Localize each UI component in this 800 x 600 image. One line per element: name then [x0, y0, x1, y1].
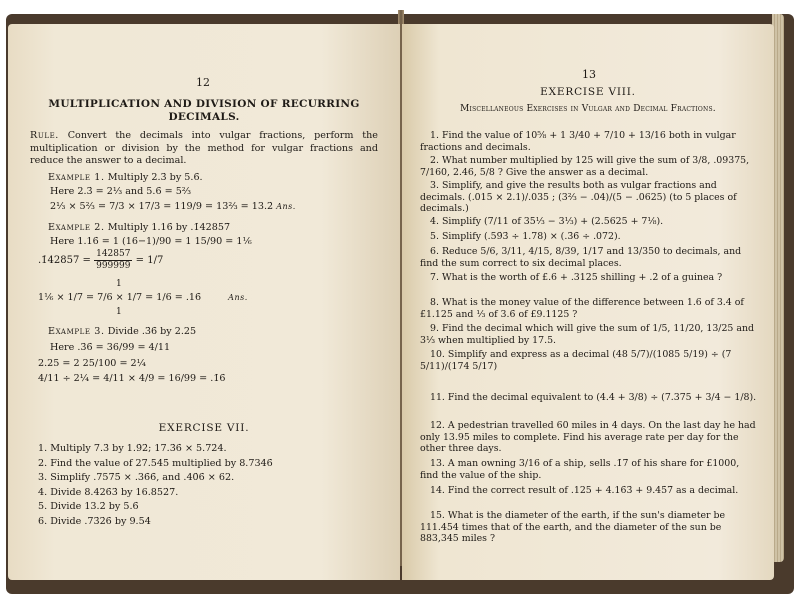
item-number: 11. [430, 392, 445, 403]
exercise8-item [420, 216, 758, 228]
item-number: 1. [430, 130, 439, 141]
item-text: Simplify and express as a decimal (48 5/7)/(1085 5/19) ÷ (7 5/11)/(174 5/17) [420, 349, 732, 372]
item-text: What is the worth of £.6 + .3125 shilling + .2̇ of a guinea ? [441, 272, 723, 283]
section-heading-line2: DECIMALS. [168, 111, 240, 123]
example2-line2-rhs: = 1/7 [135, 255, 164, 266]
example2-line2-lhs: .1̇42857̇ = [38, 255, 91, 266]
exercise8-item [420, 272, 758, 284]
example2-fraction [94, 249, 132, 272]
example2-line3-math: 1⅙ × 1/7 = 7/6 × 1/7 = 1/6 = .16̇ [38, 292, 202, 303]
exercise8-item [420, 510, 758, 545]
example3-line2: 2.25 = 2 25/100 = 2¼ [38, 358, 146, 369]
item-number: 5. [430, 231, 439, 242]
exercise8-item [420, 485, 758, 497]
example2-text: Multiply 1.16̇ by .1̇42857̇ [107, 222, 231, 233]
example2-cancel-bottom: 1 [116, 307, 122, 317]
item-number: 14. [430, 485, 445, 496]
exercise8-item [420, 420, 758, 455]
example1-heading [48, 172, 203, 184]
item-text: A man owning 3/16 of a ship, sells .1̇7̇ of his share for £1000, find the value of the ship. [420, 458, 740, 481]
example1-line2 [50, 201, 296, 213]
item-number: 10. [430, 349, 445, 360]
item-number: 15. [430, 510, 445, 521]
example3-heading [48, 326, 196, 338]
section-heading-line1: MULTIPLICATION AND DIVISION OF RECURRING [48, 98, 360, 110]
item-text: Find the decimal equivalent to (4.4 + 3/8) ÷ (7.375 + 3/4 − 1/8). [447, 392, 757, 403]
item-number: 3. [430, 180, 439, 191]
exercise8-item [420, 155, 758, 178]
item-number: 4. [430, 216, 439, 227]
example1-line2-math: 2⅓ × 5⅔ = 7/3 × 17/3 = 119/9 = 13⅔ = 13.2̇ [50, 201, 274, 212]
example2-cancel-top: 1 [116, 279, 122, 289]
example2-fraction-den: 999999 [96, 261, 131, 271]
item-number: 6. [430, 246, 439, 257]
item-text: Find the correct result of .125 + 4.16̇3̇ + 9.45̇7̇ as a decimal. [447, 485, 739, 496]
rule-label: Rule. [30, 130, 59, 141]
exercise7-title: EXERCISE VII. [158, 422, 250, 434]
item-text: What is the diameter of the earth, if the sun's diameter be 111.454 times that of the earth, and the diameter of the sun be 883,345 miles ? [420, 510, 726, 544]
exercise8-item [420, 458, 758, 481]
example1-label: Example 1. [48, 172, 105, 183]
example1-line1: Here 2.3̇ = 2⅓ and 5.6̇ = 5⅔ [50, 186, 192, 197]
item-number: 8. [430, 297, 439, 308]
exercise8-item [420, 180, 758, 215]
item-text: Find the value of 10⅝ + 1 3/40 + 7/10 + 13/16 both in vulgar fractions and decimals. [420, 130, 736, 153]
item-number: 12. [430, 420, 445, 431]
example3-label: Example 3. [48, 326, 105, 337]
exercise7-list [38, 442, 273, 529]
example1-text: Multiply 2.3̇ by 5.6̇. [107, 172, 203, 183]
item-text: Simplify, and give the results both as vulgar fractions and decimals. (.015 × 2.1)/.035 ; (3⅔ − .04)/(5 − .0625) (to 5 places of decimals.) [420, 180, 737, 214]
example3-text: Divide .3̇6̇ by 2.25 [107, 326, 197, 337]
exercise8-item [420, 130, 758, 153]
example1-ans: Ans. [276, 202, 296, 211]
example2-heading [48, 222, 230, 234]
item-number: 7. [430, 272, 439, 283]
item-text: Simplify (.59̇3̇ ÷ 1.78) × (.3̇6̇ ÷ .072). [441, 231, 621, 242]
right-page [402, 24, 774, 580]
example3-line1: Here .3̇6̇ = 36/99 = 4/11 [50, 342, 171, 353]
example2-line1: Here 1.16̇ = 1 (16−1)/90 = 1 15/90 = 1⅙ [50, 236, 252, 247]
rule-paragraph [30, 130, 378, 168]
example2-ans: Ans. [228, 293, 248, 302]
exercise7-item: 4. Divide 8.426̇3̇ by 16.852̇7̇. [38, 486, 179, 498]
item-text: What number multiplied by 125 will give the sum of 3/8, .09375, 7/160, 2.46, 5/8 ? Give the answer as a decimal. [420, 155, 750, 178]
exercise7-item: 3. Simplify .757̇5̇ × .36̇6̇, and .40̇6̇ × 62. [38, 472, 235, 483]
item-text: What is the money value of the difference between 1.6 of 3.4 of £1.125 and ⅓ of 3.6̇ of £9.1125 ? [420, 297, 744, 320]
item-text: Find the decimal which will give the sum of 1/5, 11/20, 13/25 and 3⅓ when multiplied by 17.5. [420, 323, 754, 346]
exercise8-item [420, 231, 758, 243]
exercise7-item: 2. Find the value of 27.54̇5̇ multiplied by 8.734̇6̇ [38, 457, 273, 469]
exercise7-item: 5. Divide 13.2̇ by 5.6̇ [38, 501, 139, 512]
page-number-left: 12 [196, 76, 210, 89]
example2-label: Example 2. [48, 222, 105, 233]
example2-fraction-num: 142857 [96, 249, 131, 259]
exercise8-title: EXERCISE VIII. [540, 86, 636, 98]
exercise8-item [420, 246, 758, 269]
rule-text: Convert the decimals into vulgar fractions, perform the multiplication or division by the method for vulgar fractions and reduce the answer to a decimal. [30, 130, 378, 166]
exercise8-item [420, 297, 758, 320]
exercise8-subtitle: Miscellaneous Exercises in Vulgar and Decimal Fractions. [460, 104, 716, 114]
example2-line3 [38, 292, 248, 304]
item-number: 2. [430, 155, 439, 166]
exercise7-item: 6. Divide .73̇2̇6̇ by 9.54̇ [38, 515, 151, 527]
left-page [8, 24, 400, 580]
item-text: Simplify (7/11 of 35⅓ − 3⅓) + (2.5625 + 7⅛). [441, 216, 664, 227]
page-number-right: 13 [582, 68, 596, 81]
item-text: A pedestrian travelled 60 miles in 4 days. On the last day he had only 13.95 miles to complete. Find his average rate per day for the other three days. [420, 420, 756, 454]
item-number: 9. [430, 323, 439, 334]
example3-line3: 4/11 ÷ 2¼ = 4/11 × 4/9 = 16/99 = .1̇6̇ [38, 373, 226, 384]
exercise8-item [420, 323, 758, 346]
exercise8-item [420, 392, 758, 404]
item-number: 13. [430, 458, 445, 469]
item-text: Reduce 5/6, 3/11, 4/15, 8/39, 1/17 and 13/350 to decimals, and find the sum correct to six decimal places. [420, 246, 742, 269]
exercise8-item [420, 349, 758, 372]
example2-line2 [38, 249, 163, 272]
exercise7-item: 1. Multiply 7.3̇ by 1.9̇2̇; 17.3̇6̇ × 5.72̇4̇. [38, 443, 227, 454]
